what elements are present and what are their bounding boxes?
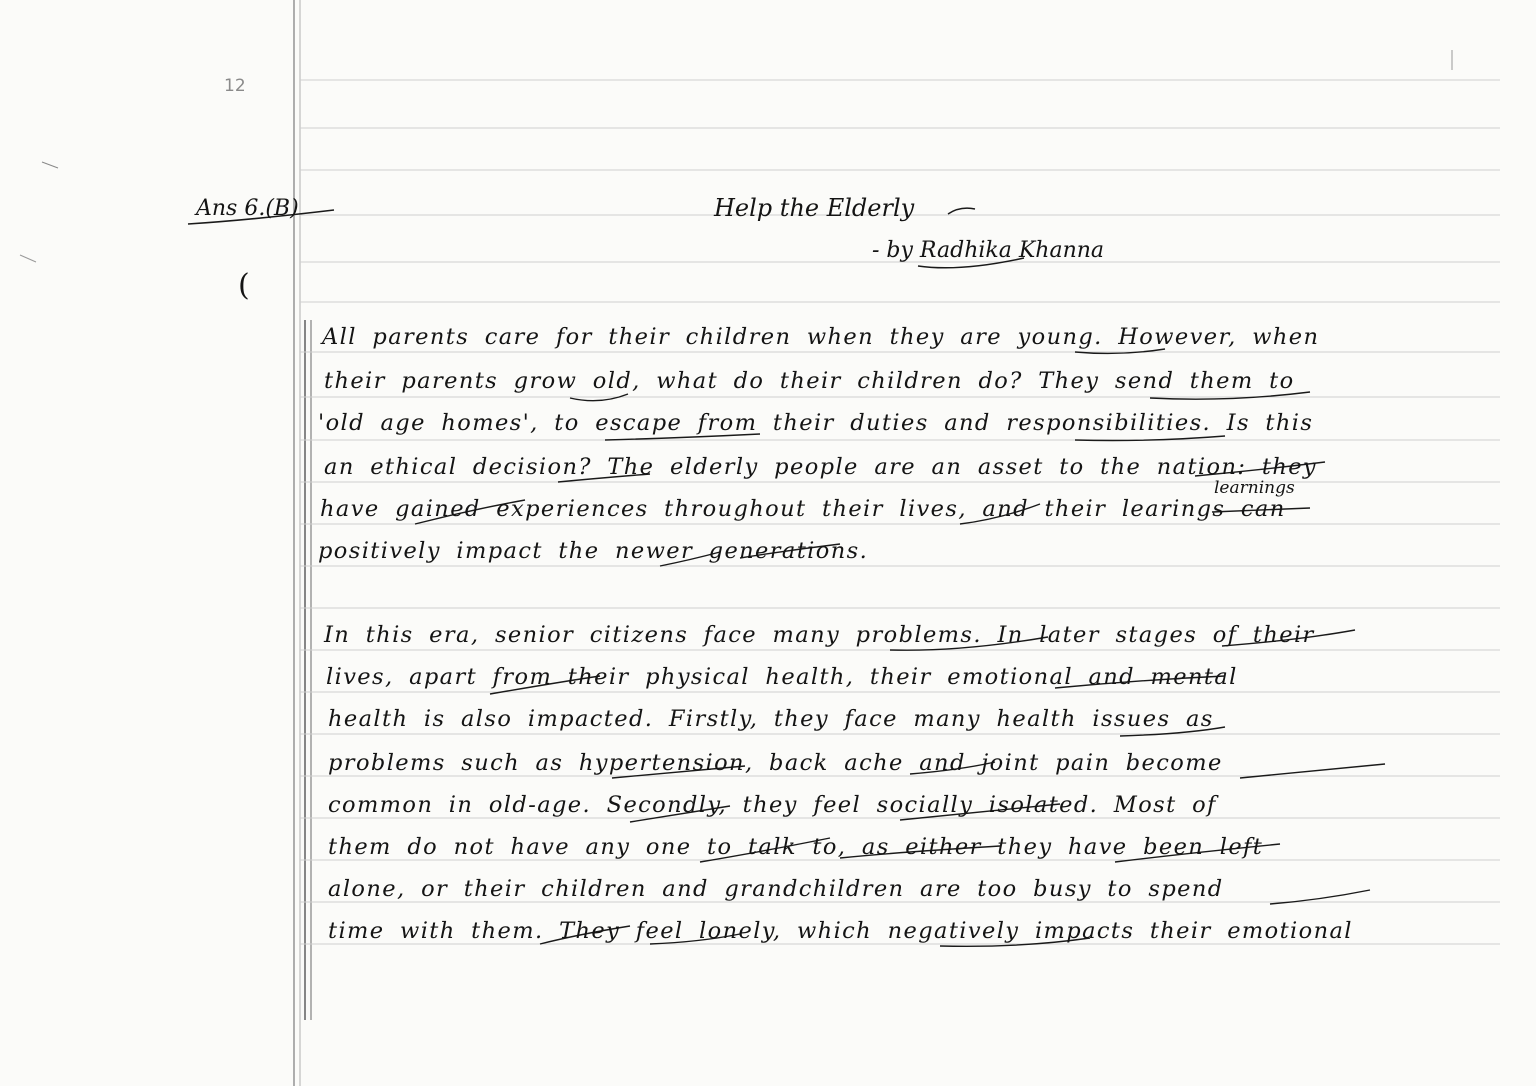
text-line: lives, apart from their physical health, their emotional and mental <box>326 664 1238 690</box>
margin-bracket-mark: ( <box>238 268 250 303</box>
text-line: their parents grow old, what do their children do? They send them to <box>324 368 1295 394</box>
essay-title: Help the Elderly <box>714 194 915 222</box>
text-line: 'old age homes', to escape from their duties and responsibilities. Is this <box>318 410 1314 436</box>
text-line: have gained experiences throughout their lives, and their learings can <box>320 496 1286 522</box>
text-line: time with them. They feel lonely, which negatively impacts their emotional <box>328 918 1353 944</box>
text-line: common in old-age. Secondly, they feel socially isolated. Most of <box>328 792 1217 818</box>
answer-label: Ans 6.(B) <box>196 196 299 221</box>
text-line: All parents care for their children when they are young. However, when <box>322 324 1320 350</box>
text-line: positively impact the newer generations. <box>318 538 869 564</box>
text-line: them do not have any one to talk to, as either they have been left <box>328 834 1264 860</box>
text-line: alone, or their children and grandchildren are too busy to spend <box>328 876 1224 902</box>
text-line: health is also impacted. Firstly, they face many health issues as <box>328 706 1214 732</box>
text-line: In this era, senior citizens face many problems. In later stages of their <box>324 622 1315 648</box>
correction-insert: learnings <box>1214 478 1295 498</box>
essay-author: - by Radhika Khanna <box>872 238 1105 263</box>
text-line: an ethical decision? The elderly people are an asset to the nation: they <box>324 454 1318 480</box>
text-line: problems such as hypertension, back ache and joint pain become <box>328 750 1223 776</box>
page-number: 12 <box>224 76 246 96</box>
